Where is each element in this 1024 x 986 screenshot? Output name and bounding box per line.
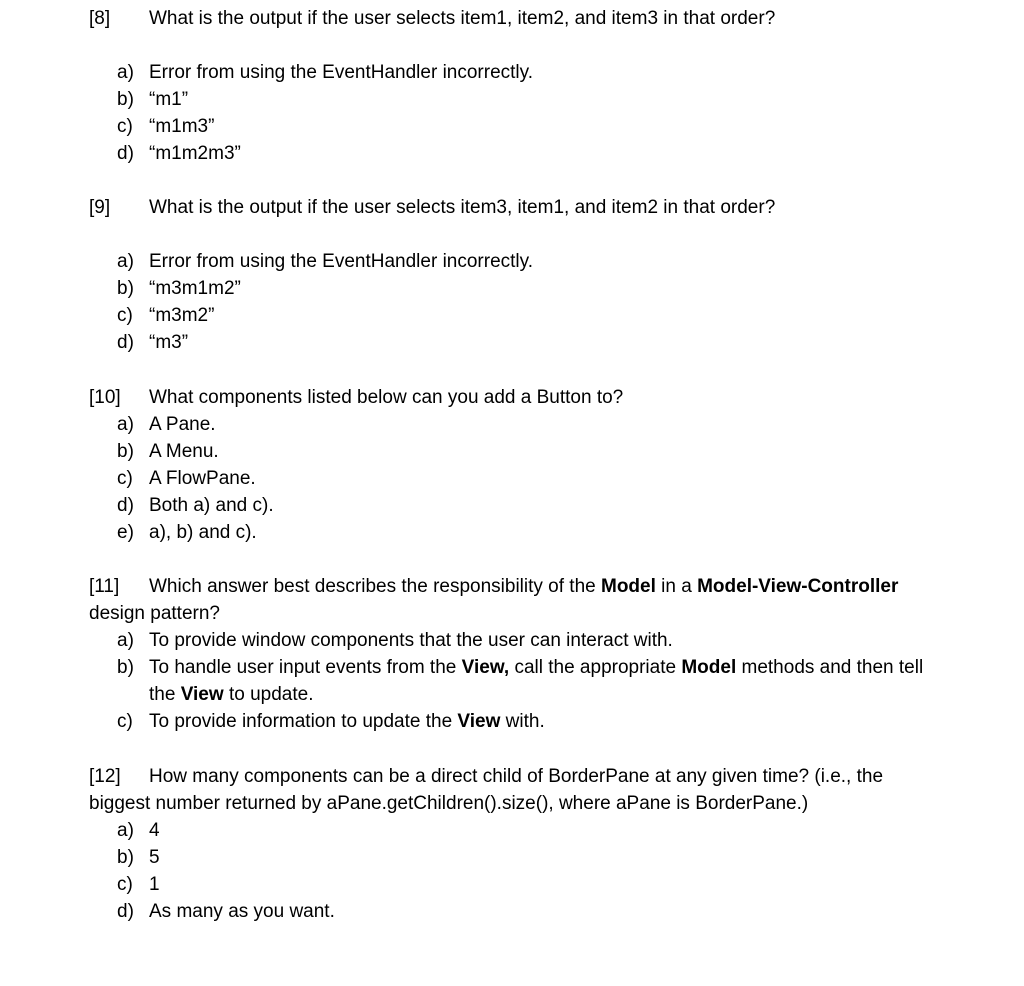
- answer-option: [0, 898, 1024, 925]
- question-header: [0, 194, 1024, 221]
- option-text: “m1”: [149, 89, 189, 110]
- option-text: To handle user input events from the View, call the appropriate Model methods and then tell the View to update.: [149, 657, 924, 705]
- option-letter: a): [117, 62, 134, 83]
- option-letter: b): [117, 847, 134, 868]
- option-text: As many as you want.: [149, 901, 335, 922]
- question-11: [0, 573, 1024, 735]
- option-text: A FlowPane.: [149, 468, 256, 489]
- answer-option: [0, 708, 1024, 735]
- question-header: [0, 384, 1024, 411]
- question-number: [12]: [89, 766, 121, 787]
- option-letter: d): [117, 143, 134, 164]
- option-letter: c): [117, 116, 133, 137]
- option-text: 4: [149, 820, 160, 841]
- option-letter: d): [117, 495, 134, 516]
- answer-option: [0, 411, 1024, 438]
- question-9: [0, 194, 1024, 356]
- option-text: Error from using the EventHandler incorrectly.: [149, 251, 534, 272]
- option-text: Error from using the EventHandler incorrectly.: [149, 62, 534, 83]
- question-text: [12] How many components can be a direct child of BorderPane at any given time? (i.e., the biggest number returned by aPane.getChildren().size(), where aPane is BorderPane.): [0, 763, 949, 817]
- question-text: What components listed below can you add a Button to?: [149, 387, 624, 408]
- question-text: What is the output if the user selects item1, item2, and item3 in that order?: [149, 8, 776, 29]
- option-text: Both a) and c).: [149, 495, 274, 516]
- option-letter: a): [117, 251, 134, 272]
- question-number: [8]: [89, 8, 111, 29]
- question-header: [0, 5, 1024, 32]
- answer-option: [0, 844, 1024, 871]
- option-letter: d): [117, 332, 134, 353]
- option-letter: b): [117, 89, 134, 110]
- question-12: [0, 763, 1024, 925]
- option-letter: b): [117, 441, 134, 462]
- answer-option: [0, 329, 1024, 356]
- answer-option: [0, 113, 1024, 140]
- answer-option: [0, 492, 1024, 519]
- answer-option: [0, 871, 1024, 898]
- answer-option: [0, 654, 1024, 708]
- answer-option: [0, 465, 1024, 492]
- option-text: 5: [149, 847, 160, 868]
- option-letter: a): [117, 414, 134, 435]
- option-text: “m3m1m2”: [149, 278, 241, 299]
- question-number: [9]: [89, 197, 111, 218]
- answer-option: [0, 302, 1024, 329]
- option-text: “m1m3”: [149, 116, 215, 137]
- answer-option: [0, 627, 1024, 654]
- option-text: “m3”: [149, 332, 189, 353]
- option-text: To provide window components that the user can interact with.: [149, 630, 673, 651]
- question-text: What is the output if the user selects item3, item1, and item2 in that order?: [149, 197, 776, 218]
- option-text: “m3m2”: [149, 305, 215, 326]
- answer-option: [0, 86, 1024, 113]
- question-text: [11] Which answer best describes the responsibility of the Model in a Model-View-Controller design pattern?: [0, 573, 949, 627]
- option-letter: c): [117, 305, 133, 326]
- answer-option: [0, 275, 1024, 302]
- answer-option: [0, 59, 1024, 86]
- option-letter: c): [117, 711, 133, 732]
- answer-option: [0, 817, 1024, 844]
- answer-option: [0, 519, 1024, 546]
- option-text: A Menu.: [149, 441, 219, 462]
- answer-option: [0, 140, 1024, 167]
- answer-option: [0, 438, 1024, 465]
- option-text: 1: [149, 874, 160, 895]
- option-letter: b): [117, 657, 134, 678]
- option-letter: a): [117, 820, 134, 841]
- option-letter: e): [117, 522, 134, 543]
- question-number: [10]: [89, 387, 121, 408]
- option-text: a), b) and c).: [149, 522, 257, 543]
- option-letter: c): [117, 874, 133, 895]
- question-number: [11]: [89, 576, 120, 597]
- question-10: [0, 384, 1024, 546]
- option-letter: b): [117, 278, 134, 299]
- option-text: A Pane.: [149, 414, 216, 435]
- option-text: To provide information to update the View with.: [149, 711, 545, 732]
- option-letter: d): [117, 901, 134, 922]
- option-letter: c): [117, 468, 133, 489]
- option-letter: a): [117, 630, 134, 651]
- question-8: [0, 5, 1024, 167]
- option-text: “m1m2m3”: [149, 143, 241, 164]
- answer-option: [0, 248, 1024, 275]
